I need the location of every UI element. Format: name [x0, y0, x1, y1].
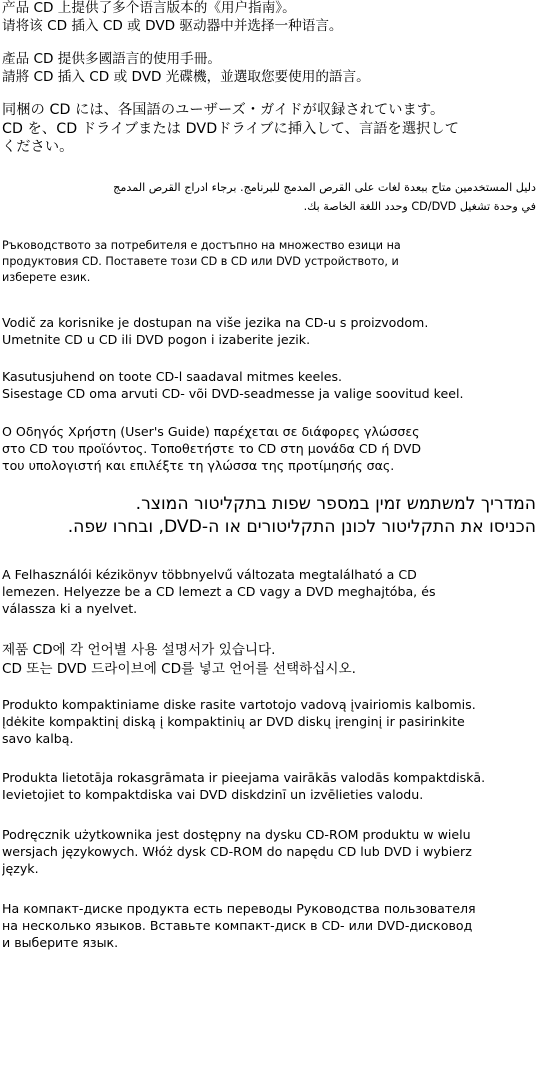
paragraph-croatian	[2, 314, 538, 348]
text-line: ください。	[2, 139, 74, 155]
text-line: 请将该 CD 插入 CD 或 DVD 驱动器中并选择一种语言。	[2, 18, 343, 34]
text-line: Įdėkite kompaktinį diską į kompaktinių ar DVD diskų įrenginį ir pasirinkite	[2, 714, 465, 729]
text-line: Kasutusjuhend on toote CD-l saadaval mitmes keeles.	[2, 369, 343, 384]
paragraph-russian	[2, 900, 538, 951]
text-line: на несколько языков. Вставьте компакт-диск в CD- или DVD-дисковод	[2, 918, 473, 933]
text-line: 제품 CD에 각 언어별 사용 설명서가 있습니다.	[2, 642, 276, 658]
text-line: 產品 CD 提供多國語言的使用手冊。	[2, 51, 221, 67]
paragraph-hebrew	[2, 493, 536, 539]
text-line: Ръководството за потребителя е достъпно на множество езици на	[2, 239, 401, 252]
text-line: продуктовия CD. Поставете този CD в CD или DVD устройството, и	[2, 255, 399, 268]
paragraph-arabic	[2, 178, 536, 216]
text-line: הכניסו את התקליטור לכונן התקליטורים או ה-DVD, ובחרו שפה.	[67, 517, 536, 537]
text-line: lemezen. Helyezze be a CD lemezt a CD vagy a DVD meghajtóba, és	[2, 584, 436, 599]
text-line: في وحدة تشغيل CD/DVD وحدد اللغة الخاصة بك.	[303, 200, 536, 213]
text-line: 請將 CD 插入 CD 或 DVD 光碟機，並選取您要使用的語言。	[2, 69, 370, 85]
paragraph-lithuanian	[2, 696, 538, 747]
paragraph-japanese	[2, 101, 538, 157]
text-line: دليل المستخدمين متاح ببعدة لغات على القرص المدمج للبرنامج. برجاء ادراج القرص المدمج	[113, 181, 536, 194]
text-line: Vodič za korisnike je dostupan na više jezika na CD-u s proizvodom.	[2, 315, 429, 330]
text-line: Produkto kompaktiniame diske rasite vartotojo vadovą įvairiomis kalbomis.	[2, 697, 476, 712]
text-line: CD を、CD ドライブまたは DVDドライブに挿入して、言語を選択して	[2, 120, 459, 137]
paragraph-latvian	[2, 769, 538, 803]
text-line: του υπολογιστή και επιλέξτε τη γλώσσα της προτίμησής σας.	[2, 458, 395, 473]
paragraph-traditional-chinese	[2, 50, 538, 86]
text-line: На компакт-диске продукта есть переводы Руководства пользователя	[2, 901, 476, 916]
text-line: język.	[2, 861, 39, 876]
text-line: Podręcznik użytkownika jest dostępny na dysku CD-ROM produktu w wielu	[2, 827, 471, 842]
paragraph-bulgarian	[2, 238, 538, 286]
paragraph-greek	[2, 423, 538, 474]
text-line: savo kalbą.	[2, 731, 74, 746]
paragraph-hungarian	[2, 566, 538, 617]
text-line: Umetnite CD u CD ili DVD pogon i izaberite jezik.	[2, 332, 311, 347]
text-line: изберете език.	[2, 271, 91, 284]
text-line: στο CD του προϊόντος. Τοποθετήστε το CD στη μονάδα CD ή DVD	[2, 441, 422, 456]
text-line: и выберите язык.	[2, 935, 119, 950]
text-line: המדריך למשתמש זמין במספר שפות בתקליטור המוצר.	[135, 494, 536, 514]
text-line: 产品 CD 上提供了多个语言版本的《用户指南》。	[2, 0, 296, 16]
text-line: Sisestage CD oma arvuti CD- või DVD-seadmesse ja valige soovitud keel.	[2, 386, 464, 401]
text-line: 同梱の CD には、各国語のユーザーズ・ガイドが収録されています。	[2, 102, 445, 118]
text-line: válassza ki a nyelvet.	[2, 601, 138, 616]
text-line: wersjach językowych. Włóż dysk CD-ROM do napędu CD lub DVD i wybierz	[2, 844, 472, 859]
text-line: CD 또는 DVD 드라이브에 CD를 넣고 언어를 선택하십시오.	[2, 661, 356, 677]
text-line: Ο Οδηγός Χρήστη (User's Guide) παρέχεται σε διάφορες γλώσσες	[2, 424, 420, 439]
paragraph-simplified-chinese	[2, 0, 538, 35]
paragraph-korean	[2, 641, 538, 679]
paragraph-polish	[2, 826, 538, 877]
paragraph-estonian	[2, 368, 538, 402]
text-line: Ievietojiet to kompaktdiska vai DVD diskdzinī un izvēlieties valodu.	[2, 787, 424, 802]
text-line: Produkta lietotāja rokasgrāmata ir pieejama vairākās valodās kompaktdiskā.	[2, 770, 486, 785]
text-line: A Felhasználói kézikönyv többnyelvű változata megtalálható a CD	[2, 567, 417, 582]
